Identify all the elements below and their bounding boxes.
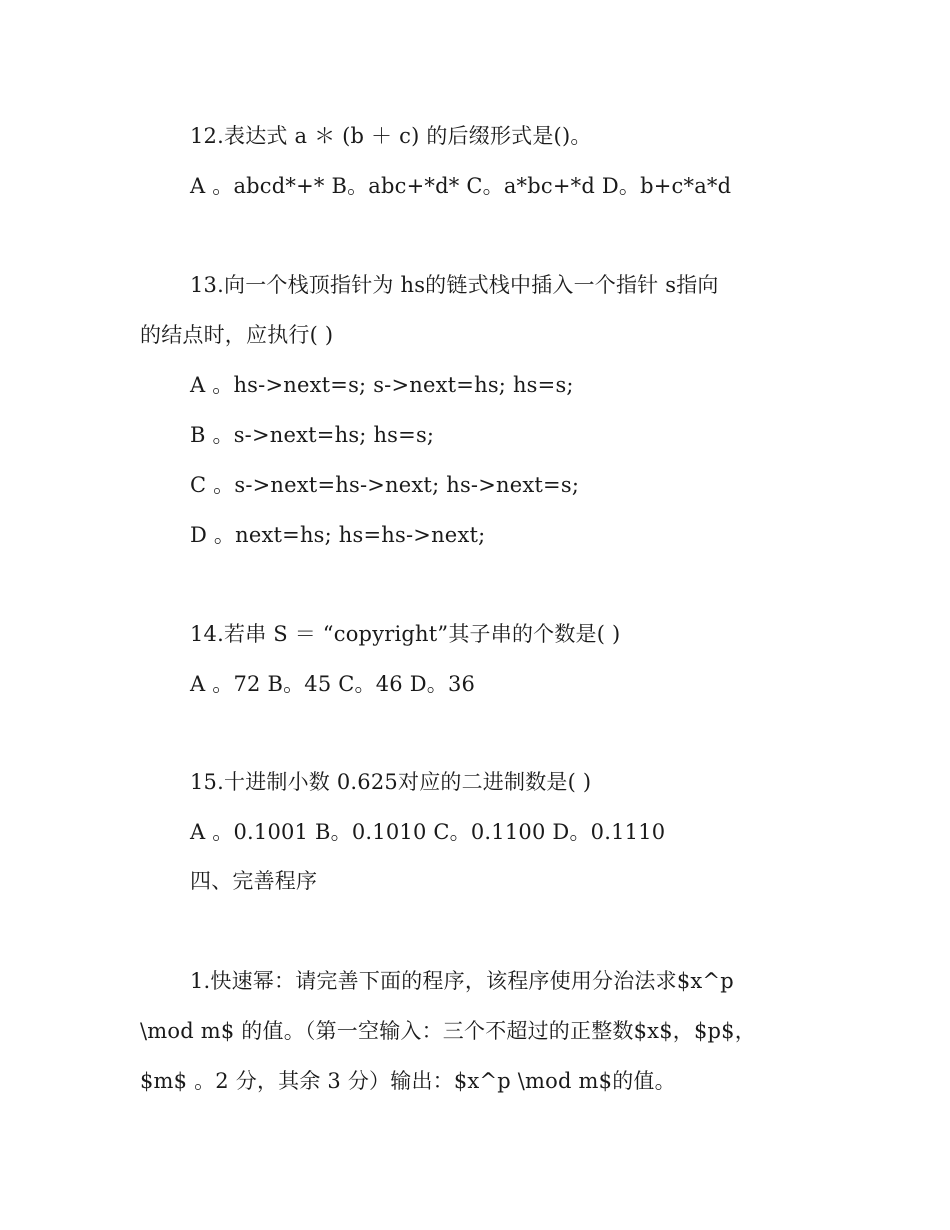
- question-12-options: A 。abcd*+* B。abc+*d* C。a*bc+*d D。b+c*a*d: [190, 174, 732, 198]
- question-15-options: A 。0.1001 B。0.1010 C。0.1100 D。0.1110: [190, 820, 666, 844]
- program-1-line1: 1.快速幂：请完善下面的程序，该程序使用分治法求$x^p: [190, 969, 734, 993]
- program-1-line3: $m$ 。2 分，其余 3 分）输出：$x^p \mod m$的值。: [140, 1069, 676, 1093]
- program-1-line2: \mod m$ 的值。（第一空输入：三个不超过的正整数$x$，$p$，: [140, 1019, 756, 1043]
- question-14-options: A 。72 B。45 C。46 D。36: [190, 672, 476, 696]
- question-13-stem-line1: 13.向一个栈顶指针为 hs的链式栈中插入一个指针 s指向: [190, 273, 719, 297]
- question-12-stem: 12.表达式 a ＊ (b ＋ c) 的后缀形式是()。: [190, 124, 592, 148]
- question-13-stem-line2: 的结点时，应执行( ): [140, 323, 334, 347]
- question-15-stem: 15.十进制小数 0.625对应的二进制数是( ): [190, 770, 592, 794]
- question-13-option-d: D 。next=hs; hs=hs->next;: [190, 523, 486, 547]
- question-14-stem: 14.若串 S ＝ “copyright”其子串的个数是( ): [190, 622, 621, 646]
- question-13-option-a: A 。hs->next=s; s->next=hs; hs=s;: [190, 373, 574, 397]
- section-4-heading: 四、完善程序: [190, 869, 318, 893]
- question-13-option-c: C 。s->next=hs->next; hs->next=s;: [190, 473, 580, 497]
- question-13-option-b: B 。s->next=hs; hs=s;: [190, 423, 435, 447]
